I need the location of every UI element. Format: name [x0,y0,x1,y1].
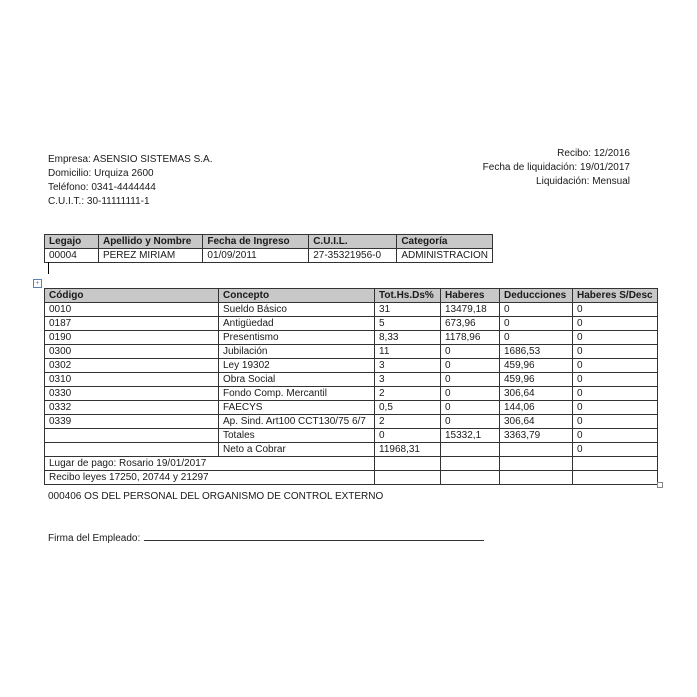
table-cell: Fondo Comp. Mercantil [219,387,375,401]
table-cell: 0190 [45,331,219,345]
table-row [45,317,658,331]
table-cell: 0339 [45,415,219,429]
company-info [48,153,213,209]
table-cell [441,443,500,457]
employee-header-cell: Fecha de Ingreso [203,235,309,249]
table-row [45,387,658,401]
table-cell: 459,96 [500,359,573,373]
company-phone: Teléfono: 0341-4444444 [48,182,156,193]
empty-cell [441,471,500,485]
employee-header-cell: Apellido y Nombre [98,235,202,249]
table-cell: 0 [573,415,658,429]
items-header-cell: Tot.Hs.Ds% [375,289,441,303]
table-cell: 3363,79 [500,429,573,443]
table-cell: 0 [375,429,441,443]
empty-cell [573,471,658,485]
table-cell: 0 [441,345,500,359]
table-cell: 459,96 [500,373,573,387]
table-cell: 306,64 [500,387,573,401]
table-cell: 31 [375,303,441,317]
empty-cell [375,457,441,471]
table-cell: Neto a Cobrar [219,443,375,457]
table-cell: 0332 [45,401,219,415]
table-cell: 0 [441,387,500,401]
receipt-number: Recibo: 12/2016 [557,148,630,159]
table-row [45,345,658,359]
employee-cell: ADMINISTRACION [397,249,493,263]
employee-table [44,234,493,263]
payment-place: Lugar de pago: Rosario 19/01/2017 [45,457,375,471]
table-cell: 0 [500,303,573,317]
table-cell: 0 [573,345,658,359]
signature-label: Firma del Empleado: [48,533,141,544]
table-cell: 5 [375,317,441,331]
table-row [45,429,658,443]
items-header-row [45,289,658,303]
items-header-cell: Concepto [219,289,375,303]
table-cell: FAECYS [219,401,375,415]
table-cell: 0 [500,331,573,345]
table-cell [45,429,219,443]
table-cell: 0 [573,303,658,317]
table-cell: Presentismo [219,331,375,345]
table-cell: 1686,53 [500,345,573,359]
receipt-info [483,147,630,189]
table-cell: Ap. Sind. Art100 CCT130/75 6/7 [219,415,375,429]
employee-cell: 01/09/2011 [203,249,309,263]
table-cell: 0302 [45,359,219,373]
table-cell: 0 [573,373,658,387]
employee-header-row [45,235,493,249]
company-cuit: C.U.I.T.: 30-11111111-1 [48,196,150,207]
table-cell: 0 [573,359,658,373]
empty-cell [573,457,658,471]
table-cell: 2 [375,387,441,401]
table-cell: 8,33 [375,331,441,345]
table-cell: 3 [375,359,441,373]
table-cell: 0 [573,429,658,443]
employee-row [45,249,493,263]
employee-cell: 27-35321956-0 [309,249,397,263]
laws-receipt: Recibo leyes 17250, 20744 y 21297 [45,471,375,485]
table-cell: 0310 [45,373,219,387]
items-table [44,288,658,485]
table-cell: 11968,31 [375,443,441,457]
items-header-cell: Deducciones [500,289,573,303]
table-row [45,443,658,457]
table-cell: 673,96 [441,317,500,331]
table-row [45,415,658,429]
table-cell: 2 [375,415,441,429]
table-cell [45,443,219,457]
table-cell: 0 [441,373,500,387]
company-name: Empresa: ASENSIO SISTEMAS S.A. [48,154,213,165]
table-cell: 0187 [45,317,219,331]
laws-row [45,471,658,485]
items-body [45,303,658,457]
signature-line [144,530,484,541]
table-cell: Sueldo Básico [219,303,375,317]
table-row [45,303,658,317]
table-cell: 0300 [45,345,219,359]
table-row [45,359,658,373]
employee-header-cell: Categoría [397,235,493,249]
table-cell: Antigüedad [219,317,375,331]
table-cell: 0 [441,401,500,415]
table-cell: 0 [573,401,658,415]
empty-cell [375,471,441,485]
table-cell: 0330 [45,387,219,401]
social-security-note: 000406 OS DEL PERSONAL DEL ORGANISMO DE CONTROL EXTERNO [48,491,384,502]
settlement-date: Fecha de liquidación: 19/01/2017 [482,162,630,173]
items-header-cell: Haberes [441,289,500,303]
empty-cell [500,457,573,471]
table-move-handle-icon[interactable]: + [33,279,42,288]
table-row [45,373,658,387]
table-cell: 306,64 [500,415,573,429]
table-cell: 0,5 [375,401,441,415]
table-cell: 0010 [45,303,219,317]
empty-cell [500,471,573,485]
signature-area [48,530,484,546]
table-cell: 3 [375,373,441,387]
employee-cell: PEREZ MIRIAM [98,249,202,263]
table-cell: 15332,1 [441,429,500,443]
table-cell [500,443,573,457]
table-cell: Jubilación [219,345,375,359]
table-cell: Obra Social [219,373,375,387]
table-cell: 0 [573,331,658,345]
items-header-cell: Haberes S/Desc [573,289,658,303]
empty-cell [441,457,500,471]
table-cell: 13479,18 [441,303,500,317]
table-cell: 0 [573,317,658,331]
table-resize-handle-icon[interactable] [657,482,663,488]
table-cell: 0 [573,387,658,401]
table-cell: 0 [441,415,500,429]
table-cell: 0 [500,317,573,331]
employee-header-cell: C.U.I.L. [309,235,397,249]
payment-place-row [45,457,658,471]
table-cell: 0 [573,443,658,457]
items-header-cell: Código [45,289,219,303]
table-cell: 144,06 [500,401,573,415]
table-cell: 11 [375,345,441,359]
employee-header-cell: Legajo [45,235,99,249]
table-cell: Ley 19302 [219,359,375,373]
table-cell: Totales [219,429,375,443]
table-row [45,331,658,345]
table-row [45,401,658,415]
table-cell: 0 [441,359,500,373]
settlement-type: Liquidación: Mensual [536,176,630,187]
table-cell: 1178,96 [441,331,500,345]
employee-cell: 00004 [45,249,99,263]
company-address: Domicilio: Urquiza 2600 [48,168,154,179]
text-cursor [48,262,49,274]
